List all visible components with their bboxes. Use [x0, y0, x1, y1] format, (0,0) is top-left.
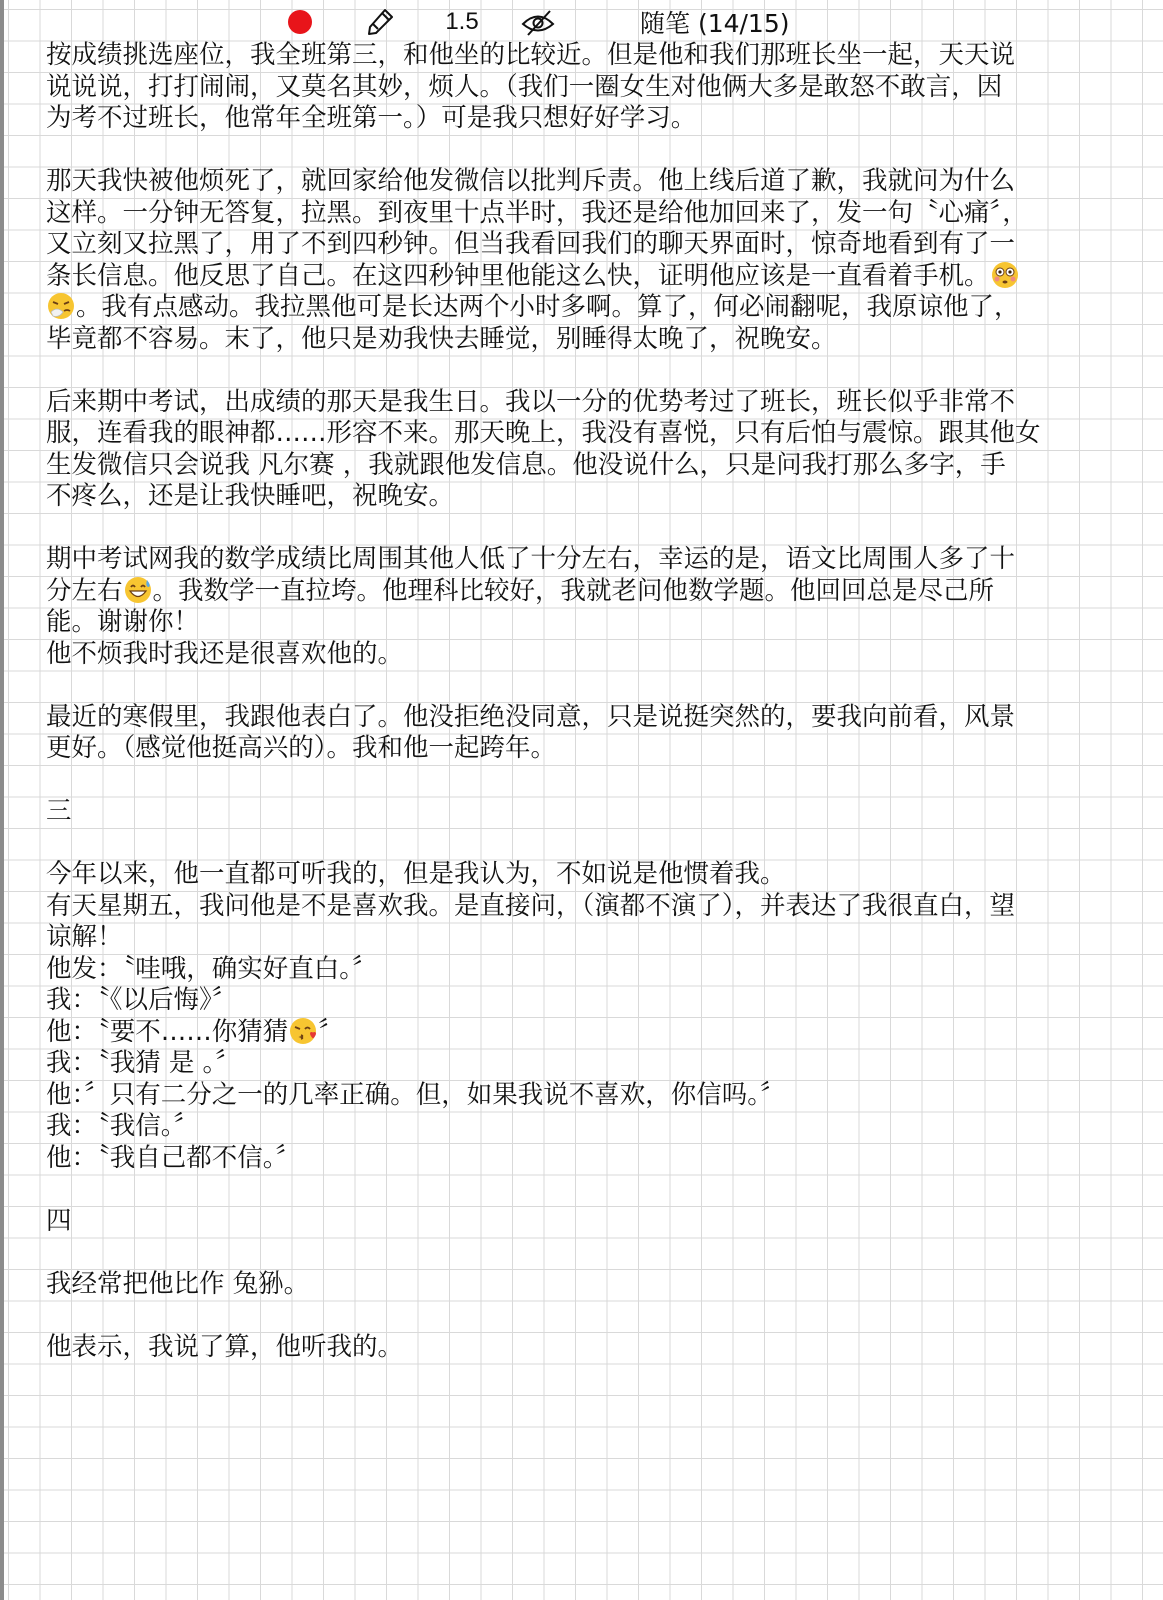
text-segment: 他：〝我自己都不信。〞 [46, 1142, 302, 1173]
toolbar [0, 0, 1163, 44]
text-line [46, 1017, 1106, 1049]
text-line [46, 72, 1106, 104]
text-line [46, 702, 1106, 734]
text-segment: 〞 [318, 1016, 344, 1047]
left-edge [0, 0, 4, 1600]
text-line [46, 954, 1106, 986]
text-segment: 有天星期五，我问他是不是喜欢我。是直接问，（演都不演了），并表达了我很直白，望 [46, 890, 1016, 921]
blank-line [46, 355, 1106, 387]
text-segment: 不疼么，还是让我快睡吧，祝晚安。 [46, 481, 455, 511]
text-segment: 又立刻又拉黑了，用了不到四秒钟。但当我看回我们的聊天界面时，惊奇地看到有了一 [46, 229, 1016, 259]
note-title-text: 随笔 (14/15) [640, 9, 790, 38]
text-segment: 更好。（感觉他挺高兴的）。我和他一起跨年。 [46, 733, 557, 763]
sneezing-face-emoji [47, 292, 75, 320]
blank-line [46, 1237, 1106, 1269]
text-segment: 我经常把他比作 兔狲。 [46, 1268, 310, 1299]
text-line [46, 324, 1106, 356]
blank-line [46, 828, 1106, 860]
text-segment: 三 [46, 796, 72, 826]
record-button[interactable] [288, 10, 312, 34]
note-body[interactable] [46, 40, 1106, 1363]
text-line [46, 166, 1106, 198]
text-segment: 我：〝《以后悔》〞 [46, 985, 238, 1015]
text-line [46, 40, 1106, 72]
text-line [46, 796, 1106, 828]
blank-line [46, 135, 1106, 167]
blank-line [46, 1300, 1106, 1332]
text-segment: 今年以来，他一直都可听我的，但是我认为，不如说是他惯着我。 [46, 859, 786, 889]
text-line [46, 387, 1106, 419]
text-line [46, 985, 1106, 1017]
text-segment: 。我数学一直拉垮。他理科比较好，我就老问他数学题。他回回总是尽己所 [152, 575, 995, 606]
text-line [46, 481, 1106, 513]
text-segment: 他：〝要不……你猜猜 [46, 1016, 289, 1047]
text-line [46, 418, 1106, 450]
text-segment: 条长信息。他反思了自己。在这四秒钟里他能这么快，证明他应该是一直看着手机。 [46, 260, 990, 291]
text-line [46, 229, 1106, 261]
text-line [46, 292, 1106, 324]
text-line [46, 261, 1106, 293]
text-segment: 服，连看我的眼神都……形容不来。那天晚上，我没有喜悦，只有后怕与震惊。跟其他女 [46, 418, 1041, 448]
text-segment: 分左右 [46, 575, 123, 606]
text-line [46, 103, 1106, 135]
text-segment: 生发微信只会说我 凡尔赛 ，我就跟他发信息。他没说什么，只是问我打那么多字，手 [46, 449, 1006, 480]
blank-line [46, 1174, 1106, 1206]
flushed-face-emoji [991, 261, 1019, 289]
text-line [46, 544, 1106, 576]
pen-icon[interactable] [364, 6, 396, 38]
text-segment: 期中考试网我的数学成绩比周围其他人低了十分左右，幸运的是，语文比周围人多了十 [46, 544, 1016, 574]
text-line [46, 198, 1106, 230]
text-segment: 按成绩挑选座位，我全班第三，和他坐的比较近。但是他和我们那班长坐一起，天天说 [46, 40, 1016, 70]
text-line [46, 1048, 1106, 1080]
text-line [46, 1206, 1106, 1238]
text-segment: 四 [46, 1205, 72, 1236]
text-segment: 毕竟都不容易。末了，他只是劝我快去睡觉，别睡得太晚了，祝晚安。 [46, 323, 837, 354]
text-segment: 他不烦我时我还是很喜欢他的。 [46, 638, 404, 669]
text-segment: 。我有点感动。我拉黑他可是长达两个小时多啊。算了，何必闹翻呢，我原谅他了， [76, 292, 1020, 322]
text-line [46, 1080, 1106, 1112]
blank-line [46, 513, 1106, 545]
text-segment: 为考不过班长，他常年全班第一。）可是我只想好好学习。 [46, 103, 697, 133]
kissing-heart-emoji [289, 1017, 317, 1045]
text-line [46, 733, 1106, 765]
text-line [46, 1143, 1106, 1175]
text-line [46, 891, 1106, 923]
text-line [46, 922, 1106, 954]
text-line [46, 1332, 1106, 1364]
grinning-sweat-emoji [124, 576, 152, 604]
text-line [46, 1111, 1106, 1143]
text-line [46, 859, 1106, 891]
text-segment: 最近的寒假里，我跟他表白了。他没拒绝没同意，只是说挺突然的，要我向前看，风景 [46, 701, 1016, 732]
text-segment: 说说说，打打闹闹，又莫名其妙，烦人。（我们一圈女生对他俩大多是敢怒不敢言，因 [46, 71, 1003, 102]
blank-line [46, 670, 1106, 702]
text-segment: 后来期中考试，出成绩的那天是我生日。我以一分的优势考过了班长，班长似乎非常不 [46, 386, 1016, 417]
text-segment: 他发：〝哇哦，确实好直白。〞 [46, 953, 378, 984]
text-segment: 他表示，我说了算，他听我的。 [46, 1331, 404, 1362]
text-line [46, 607, 1106, 639]
text-line [46, 639, 1106, 671]
text-line [46, 576, 1106, 608]
text-segment: 他：〞只有二分之一的几率正确。但，如果我说不喜欢，你信吗。〞 [46, 1079, 786, 1110]
eye-slash-icon[interactable] [518, 6, 558, 38]
text-segment: 那天我快被他烦死了，就回家给他发微信以批判斥责。他上线后道了歉，我就问为什么 [46, 166, 1016, 196]
text-segment: 我：〝我信。〞 [46, 1111, 200, 1141]
text-segment: 能。谢谢你！ [46, 607, 200, 637]
blank-line [46, 765, 1106, 797]
text-segment: 我：〝我猜 是 。〞 [46, 1048, 241, 1078]
text-line [46, 450, 1106, 482]
text-line [46, 1269, 1106, 1301]
note-title [640, 6, 800, 38]
pen-size-label[interactable]: 1.5 [445, 8, 479, 35]
text-segment: 这样。一分钟无答复，拉黑。到夜里十点半时，我还是给他加回来了，发一句〝心痛〞， [46, 197, 1028, 228]
text-segment: 谅解！ [46, 922, 123, 952]
